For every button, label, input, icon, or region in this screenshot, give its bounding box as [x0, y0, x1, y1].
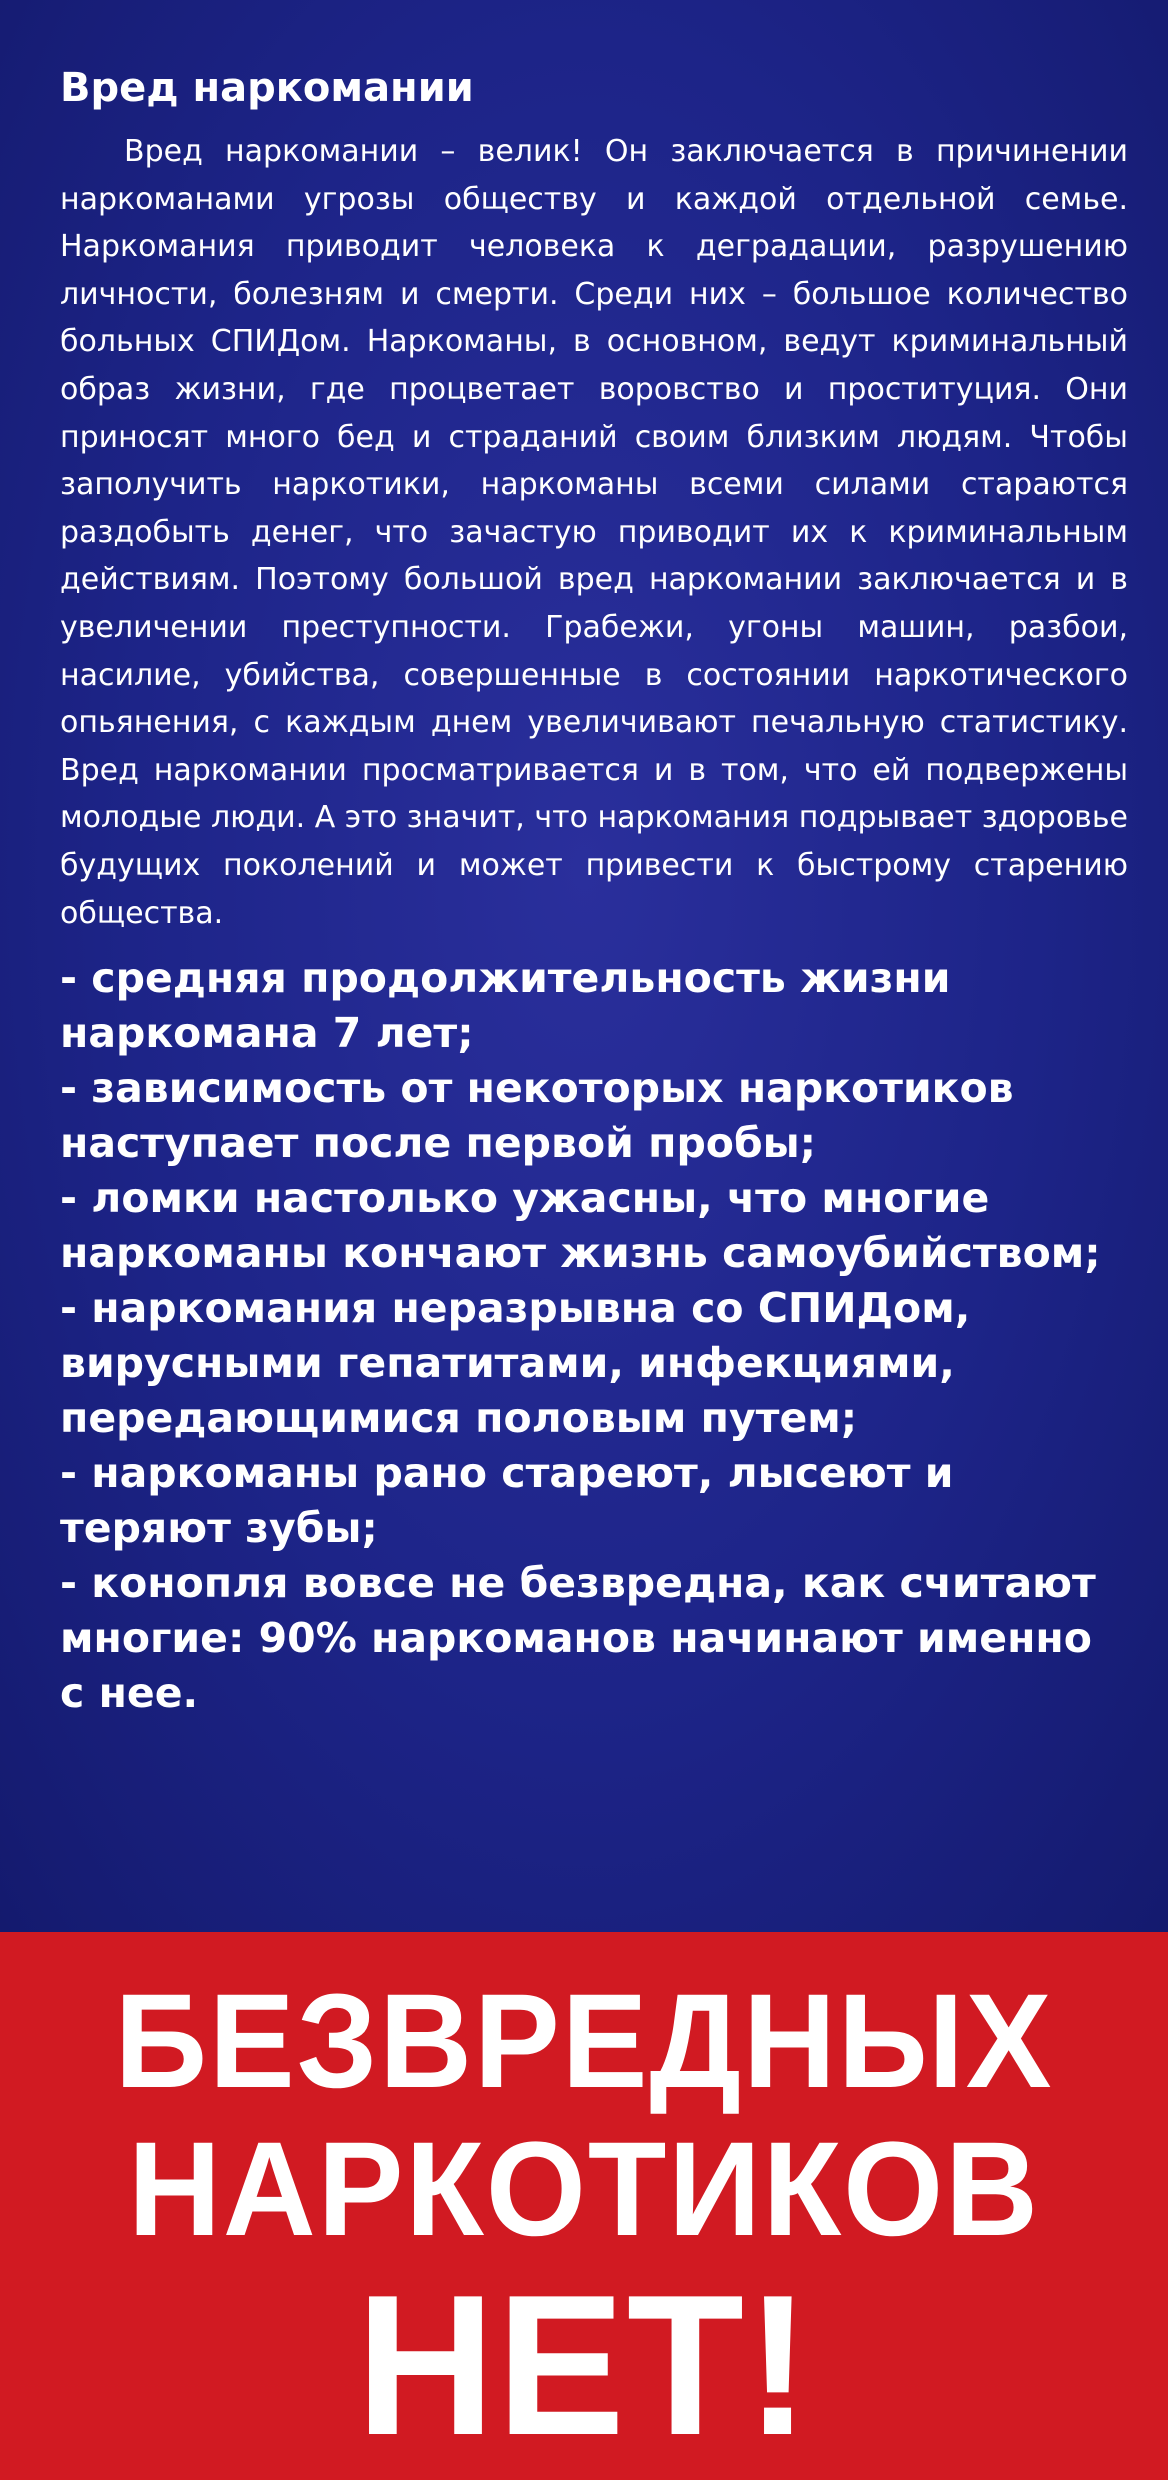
fact-item: - наркомания неразрывна со СПИДом, вирусными гепатитами, инфекциями, передающимися половым путем; — [60, 1284, 971, 1443]
facts-list — [60, 951, 1128, 1721]
slogan-line-3: НЕТ! — [356, 2254, 812, 2477]
fact-item: - средняя продолжительность жизни наркомана 7 лет; — [60, 954, 951, 1058]
slogan-line-1: БЕЗВРЕДНЫХ — [114, 1967, 1054, 2116]
fact-item: - зависимость от некоторых наркотиков наступает после первой пробы; — [60, 1064, 1014, 1168]
fact-item: - ломки настолько ужасны, что многие наркоманы кончают жизнь самоубийством; — [60, 1174, 1101, 1278]
slogan-line-2: НАРКОТИКОВ — [128, 2115, 1040, 2264]
article-paragraph: Вред наркомании – велик! Он заключается в причинении наркоманами угрозы обществу и каждой отдельной семье. Наркомания приводит человека к деградации, разрушению личности, болезням и смерти. Среди них – большое количество больных СПИДом. Наркоманы, в основном, ведут криминальный образ жизни, где процветает воровство и проституция. Они приносят много бед и страданий своим близким людям. Чтобы заполучить наркотики, наркоманы всеми силами стараются раздобыть денег, что зачастую приводит их к криминальным действиям. Поэтому большой вред наркомании заключается и в увеличении преступности. Грабежи, угоны машин, разбои, насилие, убийства, совершенные в состоянии наркотического опьянения, с каждым днем увеличивают печальную статистику. Вред наркомании просматривается и в том, что ей подвержены молодые люди. А это значит, что наркомания подрывает здоровье будущих поколений и может привести к быстрому старению общества. — [60, 134, 1128, 931]
fact-item: - наркоманы рано стареют, лысеют и теряют зубы; — [60, 1449, 954, 1553]
article — [60, 62, 1128, 1721]
slogan — [0, 1967, 1168, 2477]
fact-item: - конопля вовсе не безвредна, как считают многие: 90% наркоманов начинают именно с нее. — [60, 1559, 1096, 1718]
article-title: Вред наркомании — [60, 65, 474, 111]
